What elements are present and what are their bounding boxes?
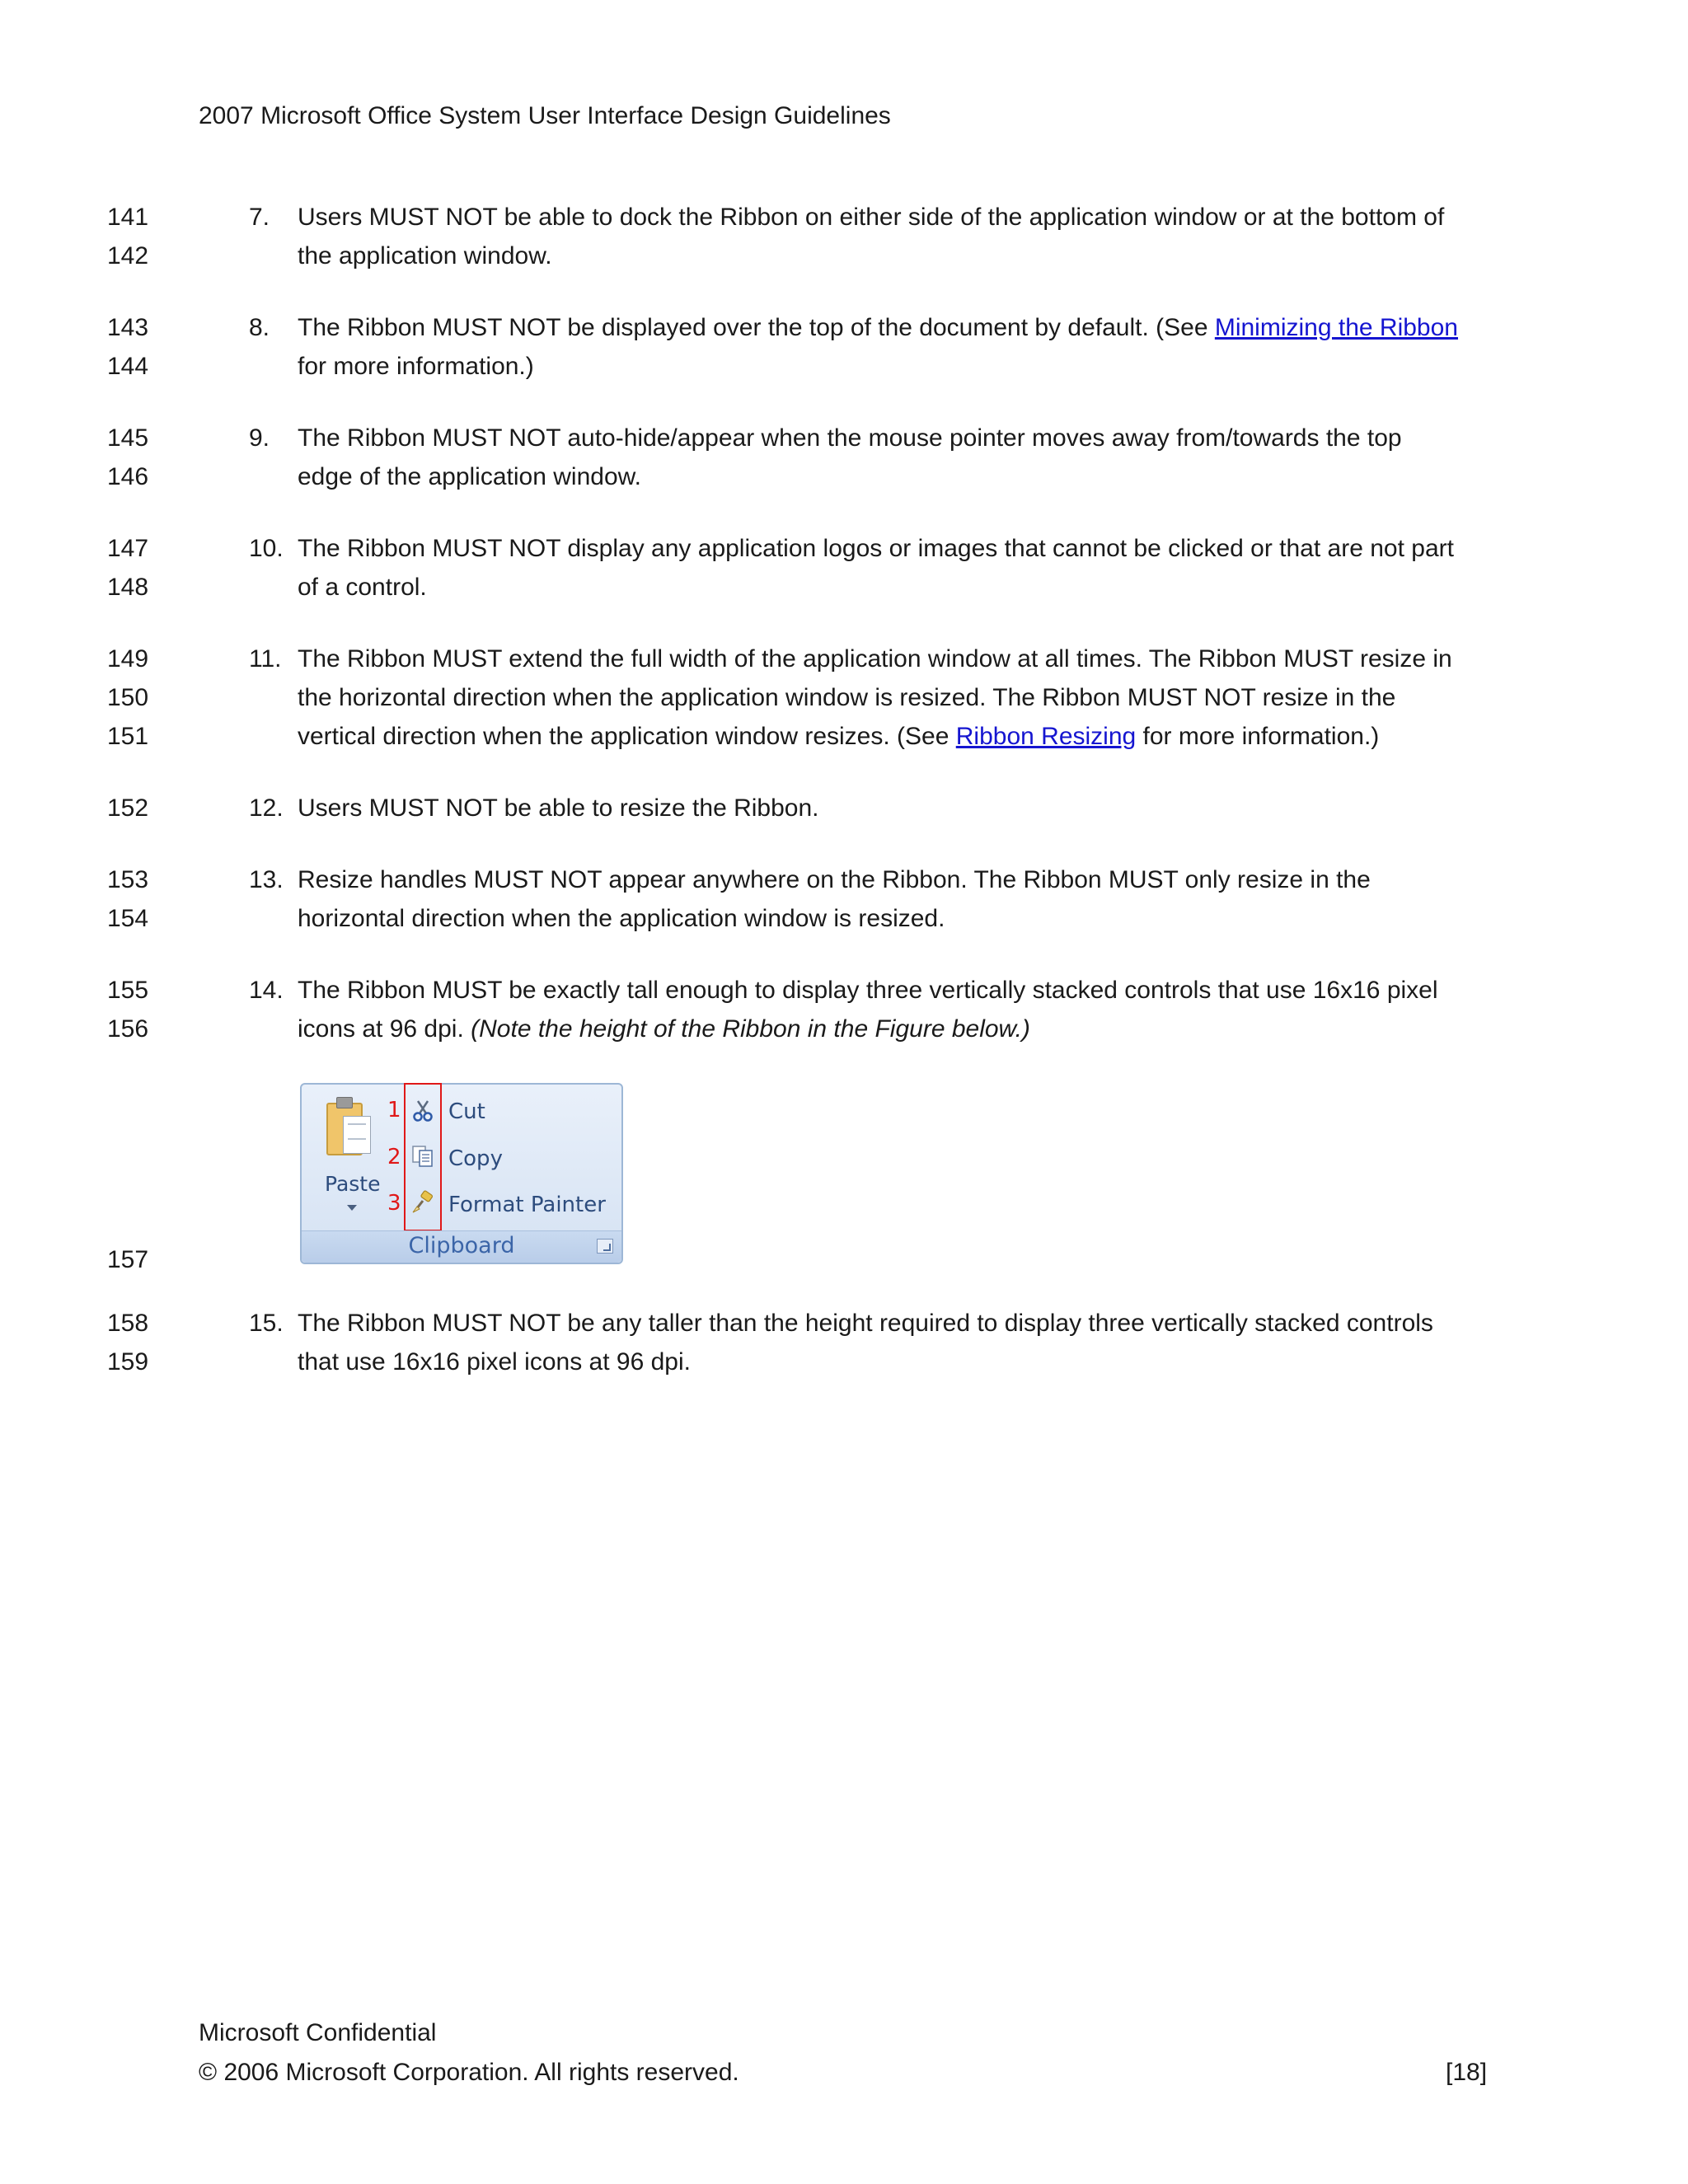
ribbon-group-footer: [302, 1230, 621, 1263]
line-number: 151: [107, 723, 149, 750]
list-item-text: Users MUST NOT be able to dock the Ribbon on either side of the application window or at the bottom of: [298, 204, 1445, 231]
scissors-icon: [410, 1098, 435, 1122]
list-item-text: The Ribbon MUST NOT display any application logos or images that cannot be clicked or that are not part: [298, 535, 1454, 562]
dialog-launcher-icon: [597, 1239, 613, 1254]
list-item-text: [298, 724, 1379, 749]
list-number: 9.: [249, 424, 270, 452]
copy-icon: [410, 1144, 435, 1169]
annotation-number: 2: [387, 1145, 401, 1169]
line-number: 148: [107, 574, 149, 601]
dropdown-arrow-icon: [347, 1205, 357, 1211]
list-item-text: The Ribbon MUST NOT auto-hide/appear when the mouse pointer moves away from/towards the top: [298, 424, 1402, 452]
list-item-text: for more information.): [298, 353, 534, 380]
cut-button-label: Cut: [448, 1099, 485, 1124]
line-number: 152: [107, 794, 149, 822]
clipboard-group-label: Clipboard: [408, 1233, 515, 1258]
format-painter-button-label: Format Painter: [448, 1193, 606, 1217]
list-item-text-part: The Ribbon MUST NOT be displayed over the top of the document by default. (See: [298, 314, 1215, 341]
list-item-text: The Ribbon MUST NOT be any taller than the height required to display three vertically stacked controls: [298, 1310, 1433, 1337]
list-item-text-part: vertical direction when the application window resizes. (See: [298, 723, 956, 750]
list-number: 14.: [249, 977, 284, 1004]
copy-button-label: Copy: [448, 1146, 503, 1171]
line-number: 150: [107, 684, 149, 711]
list-item-text: The Ribbon MUST be exactly tall enough to display three vertically stacked controls that use 16x16 pixel: [298, 977, 1438, 1004]
footer-confidential: Microsoft Confidential: [199, 2019, 437, 2046]
line-number: 158: [107, 1310, 149, 1337]
list-item-text: Resize handles MUST NOT appear anywhere on the Ribbon. The Ribbon MUST only resize in the: [298, 866, 1371, 893]
line-number: 146: [107, 463, 149, 490]
page-header: 2007 Microsoft Office System User Interface Design Guidelines: [199, 102, 891, 129]
format-painter-icon: [410, 1190, 435, 1215]
annotation-number: 3: [387, 1191, 401, 1216]
list-number: 7.: [249, 204, 270, 231]
line-number: 154: [107, 905, 149, 932]
list-number: 12.: [249, 794, 284, 822]
figure-note: (Note the height of the Ribbon in the Figure below.): [471, 1015, 1030, 1043]
list-item-text: The Ribbon MUST extend the full width of the application window at all times. The Ribbon MUST resize in: [298, 645, 1452, 673]
line-number: 147: [107, 535, 149, 562]
list-item-text-part: icons at 96 dpi.: [298, 1015, 471, 1043]
list-number: 10.: [249, 535, 284, 562]
line-number: 145: [107, 424, 149, 452]
list-number: 11.: [249, 645, 282, 673]
line-number: 153: [107, 866, 149, 893]
link-ribbon-resizing[interactable]: Ribbon Resizing: [955, 723, 1137, 750]
ribbon-clipboard-figure: [300, 1083, 623, 1264]
list-number: 15.: [249, 1310, 284, 1337]
list-item-text-part: for more information.): [1136, 723, 1380, 750]
list-item-text: edge of the application window.: [298, 463, 641, 490]
list-item-text: [298, 316, 1458, 340]
paste-button-label: Paste: [325, 1172, 381, 1196]
list-item-text: the horizontal direction when the application window is resized. The Ribbon MUST NOT resize in the: [298, 684, 1396, 711]
link-minimizing-the-ribbon[interactable]: Minimizing the Ribbon: [1214, 314, 1458, 341]
list-item-text: that use 16x16 pixel icons at 96 dpi.: [298, 1348, 691, 1376]
line-number: 143: [107, 314, 149, 341]
line-number: 157: [107, 1246, 149, 1273]
line-number: 159: [107, 1348, 149, 1376]
list-item-text: Users MUST NOT be able to resize the Ribbon.: [298, 794, 819, 822]
line-number: 156: [107, 1015, 149, 1043]
list-item-text: [298, 1017, 1030, 1042]
list-item-text: the application window.: [298, 242, 552, 269]
line-number: 142: [107, 242, 149, 269]
line-number: 149: [107, 645, 149, 673]
list-item-text: horizontal direction when the application window is resized.: [298, 905, 945, 932]
page-number: [18]: [1446, 2059, 1488, 2086]
list-number: 13.: [249, 866, 284, 893]
line-number: 141: [107, 204, 149, 231]
line-number: 155: [107, 977, 149, 1004]
footer-copyright: © 2006 Microsoft Corporation. All rights reserved.: [199, 2059, 739, 2086]
annotation-number: 1: [387, 1098, 401, 1122]
list-number: 8.: [249, 314, 270, 341]
list-item-text: of a control.: [298, 574, 427, 601]
line-number: 144: [107, 353, 149, 380]
